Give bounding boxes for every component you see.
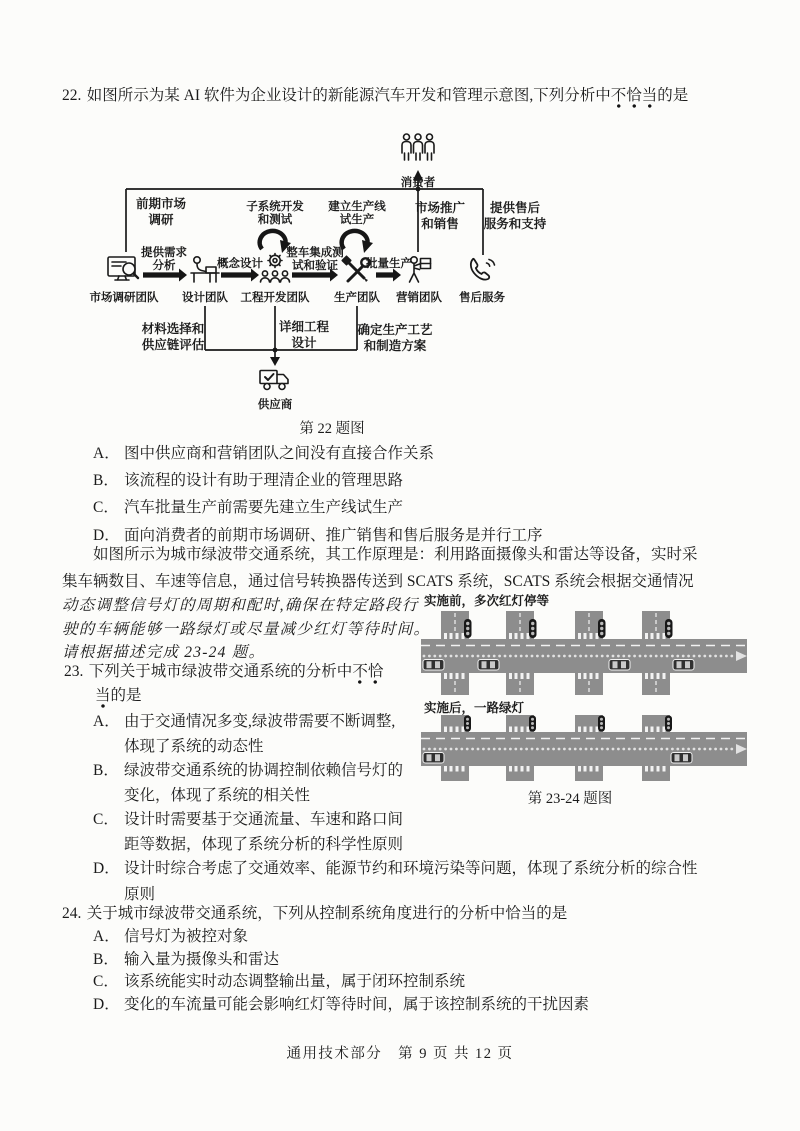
passage-2324 (62, 541, 762, 595)
svg-text:试生产: 试生产 (339, 214, 375, 226)
q22-option-c: C． 汽车批量生产前需要先建立生产线试生产 (93, 499, 404, 517)
svg-text:供应商: 供应商 (257, 399, 293, 411)
svg-text:生产团队: 生产团队 (334, 292, 380, 304)
q23-option-d: D． 设计时综合考虑了交通效率、能源节约和环境污染等问题，体现了系统分析的综合性 原则 (93, 860, 698, 903)
svg-text:子系统开发: 子系统开发 (246, 201, 304, 213)
supplier-truck-icon (260, 371, 288, 390)
after-sales-service-icon (471, 259, 495, 280)
road-after-figure (421, 715, 747, 781)
q24-stem: 24. 关于城市绿波带交通系统，下列从控制系统角度进行的分析中恰当的是 (62, 905, 568, 922)
q23-option-c: C． 设计时需要基于交通流量、车速和路口间 距等数据，体现了系统分析的科学性原则 (93, 811, 404, 853)
flowchart-labels (90, 175, 547, 411)
q22-number: 22. (62, 87, 82, 104)
svg-text:材料选择和: 材料选择和 (141, 322, 205, 336)
q22-option-d: D． 面向消费者的前期市场调研、推广销售和售后服务是并行工序 (93, 526, 543, 544)
svg-text:服务和支持: 服务和支持 (483, 217, 547, 231)
q22-options (93, 440, 763, 549)
svg-text:批量生产: 批量生产 (366, 258, 412, 270)
q24-options (93, 926, 763, 1016)
passage-line3: 动态调整信号灯的周期和配时,确保在特定路段行 (62, 597, 419, 614)
svg-text:营销团队: 营销团队 (396, 292, 442, 304)
svg-text:提供售后: 提供售后 (489, 201, 541, 215)
passage-line2: 集车辆数目、车速等信息，通过信号转换器传送到 SCATS 系统，SCATS 系统会根据交通情况 (62, 573, 694, 590)
q22-stem: 22. 如图所示为某 AI 软件为企业设计的新能源汽车开发和管理示意图,下列分析中不恰当的是 (62, 84, 762, 108)
svg-text:试和验证: 试和验证 (292, 260, 338, 272)
svg-text:调研: 调研 (148, 213, 174, 227)
q24-option-c: C． 该系统能实时动态调整输出量，属于闭环控制系统 (93, 973, 466, 990)
svg-text:分析: 分析 (152, 260, 176, 272)
svg-text:详细工程: 详细工程 (278, 320, 330, 334)
q24-number: 24. (62, 905, 82, 922)
q22-emphasis: 不恰当 (611, 87, 658, 109)
q23-stem-line1: 23. 下列关于城市绿波带交通系统的分析中不恰 (64, 660, 424, 684)
svg-text:和制造方案: 和制造方案 (363, 339, 427, 353)
svg-text:和销售: 和销售 (421, 217, 459, 231)
q22-option-b: B． 该流程的设计有助于理清企业的管理思路 (93, 472, 404, 490)
page-footer: 通用技术部分 第 9 页 共 12 页 (286, 1046, 514, 1062)
passage-line5: 请根据描述完成 23-24 题。 (62, 644, 266, 661)
consumers-icon (402, 134, 434, 160)
q23-options (93, 710, 433, 858)
svg-text:供应链评估: 供应链评估 (141, 338, 205, 352)
svg-text:提供需求: 提供需求 (141, 247, 187, 259)
engineering-team-icon (261, 254, 290, 283)
q23-option-b: B． 绿波带交通系统的协调控制依赖信号灯的 变化，体现了系统的相关性 (93, 762, 404, 804)
svg-text:设计: 设计 (291, 336, 317, 350)
q23-number: 23. (64, 663, 84, 680)
figure-2324-caption: 第 23-24 题图 (527, 791, 613, 807)
q23-emphasis-2: 当 (95, 687, 111, 709)
q24-option-d: D． 变化的车流量可能会影响红灯等待时间，属于该控制系统的干扰因素 (93, 995, 590, 1013)
svg-text:概念设计: 概念设计 (217, 258, 263, 270)
passage-line4: 驶的车辆能够一路绿灯或尽量减少红灯等待时间。 (62, 620, 431, 638)
passage-2324-narrow (62, 594, 431, 665)
figure-before-label: 实施前，多次红灯停等 (424, 594, 550, 608)
svg-text:售后服务: 售后服务 (459, 292, 505, 304)
svg-text:市场推广: 市场推广 (414, 201, 466, 215)
svg-text:市场调研团队: 市场调研团队 (89, 292, 159, 304)
svg-text:设计团队: 设计团队 (182, 292, 228, 304)
traffic-light-icon (464, 716, 672, 732)
svg-text:消费者: 消费者 (400, 177, 436, 189)
q23-emphasis-1: 不恰 (352, 663, 383, 685)
q22-flowchart-figure (88, 128, 752, 416)
passage-line1: 如图所示为城市绿波带交通系统，其工作原理是：利用路面摄像头和雷达等设备，实时采 (93, 546, 698, 563)
q22-option-a: A． 图中供应商和营销团队之间没有直接合作关系 (93, 445, 435, 462)
sales-team-icon (410, 257, 431, 282)
design-team-icon (191, 257, 219, 282)
q24-option-a: A． 信号灯为被控对象 (93, 928, 249, 945)
svg-text:和测试: 和测试 (257, 214, 293, 226)
q22-figure-caption: 第 22 题图 (299, 421, 365, 437)
traffic-light-icon (464, 619, 673, 638)
market-research-icon (108, 257, 138, 280)
svg-text:前期市场: 前期市场 (135, 197, 187, 211)
q24-option-b: B． 输入量为摄像头和雷达 (93, 950, 280, 968)
svg-text:建立生产线: 建立生产线 (328, 201, 386, 213)
q23-stem-line2: 当的是 (95, 684, 142, 708)
figure-after-label: 实施后，一路绿灯 (424, 701, 525, 715)
q23-option-a: A． 由于交通情况多变,绿波带需要不断调整, 体现了系统的动态性 (93, 713, 396, 755)
road-before-figure (421, 611, 747, 695)
svg-text:工程开发团队: 工程开发团队 (240, 292, 310, 304)
svg-text:整车集成测: 整车集成测 (286, 247, 344, 259)
svg-text:确定生产工艺: 确定生产工艺 (357, 323, 433, 337)
